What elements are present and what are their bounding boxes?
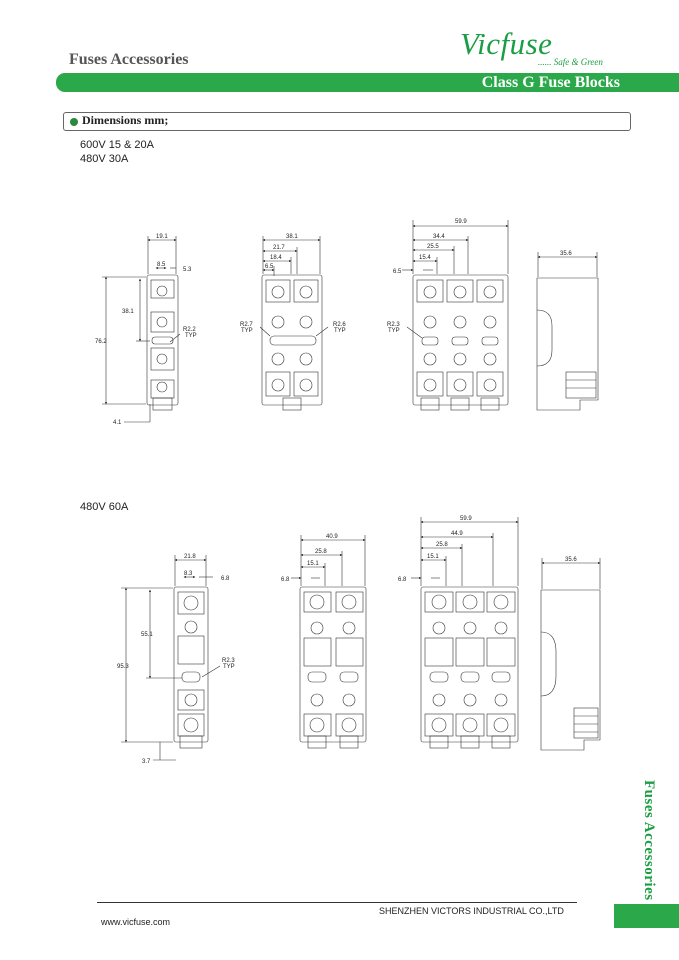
dim-label: 95.3 — [117, 664, 129, 670]
dim-label: TYP — [241, 328, 253, 334]
dim-label: 6.5 — [265, 264, 274, 270]
dim-label: 34.4 — [433, 234, 445, 240]
fuse-block-side-view-drawing — [537, 278, 598, 410]
dim-label: 6.8 — [221, 576, 230, 582]
fuse-block-triple-drawing — [421, 587, 518, 748]
dim-label: 15.4 — [419, 255, 431, 261]
dim-label: 25.8 — [436, 542, 448, 548]
footer-divider — [97, 902, 577, 903]
dim-label: TYP — [388, 328, 400, 334]
side-tab-label: Fuses Accessories — [641, 780, 657, 901]
dim-label: 38.1 — [286, 234, 298, 240]
dim-label: R2.3 — [222, 658, 235, 664]
dim-label: 40.9 — [326, 534, 338, 540]
spec-line: 600V 15 & 20A — [80, 139, 155, 151]
dim-label: 35.6 — [560, 251, 572, 257]
dim-label: 6.8 — [281, 577, 290, 583]
dim-label: 8.5 — [157, 262, 166, 268]
dim-label: TYP — [185, 333, 197, 339]
fuse-block-side-view-drawing — [541, 590, 600, 750]
dim-label: 35.6 — [565, 557, 577, 563]
dim-label: R2.7 — [240, 322, 253, 328]
dim-label: 6.8 — [398, 577, 407, 583]
dim-label: 4.1 — [113, 420, 122, 426]
dim-label: 44.9 — [451, 531, 463, 537]
dim-label: 21.7 — [273, 245, 285, 251]
dim-label: TYP — [223, 664, 235, 670]
dim-label: 15.1 — [307, 561, 319, 567]
dim-label: 38.1 — [122, 309, 134, 315]
dim-label: 8.3 — [184, 571, 193, 577]
website-link[interactable]: www.vicfuse.com — [101, 917, 171, 927]
spec-line: 480V 60A — [80, 501, 129, 513]
dim-label: R2.2 — [183, 327, 196, 333]
dim-label: 5.3 — [183, 267, 192, 273]
dim-label: 15.1 — [427, 554, 439, 560]
dim-label: 59.9 — [460, 516, 472, 522]
fuse-block-triple-drawing — [413, 275, 508, 410]
page-title: Class G Fuse Blocks — [481, 74, 620, 91]
dim-label: 18.4 — [270, 255, 282, 261]
company-name: SHENZHEN VICTORS INDUSTRIAL CO.,LTD — [379, 906, 564, 916]
fuse-block-single-drawing — [174, 587, 208, 748]
brand-logo: Vicfuse — [460, 26, 553, 61]
fuse-block-single-drawing — [147, 275, 178, 410]
dim-label: 76.2 — [95, 339, 107, 345]
fuse-block-double-drawing — [262, 275, 322, 410]
dim-label: R2.3 — [387, 322, 400, 328]
dimensions-label: Dimensions mm; — [82, 113, 169, 127]
dim-label: 55.1 — [141, 632, 153, 638]
spec-line: 480V 30A — [80, 153, 129, 165]
dim-label: 19.1 — [156, 234, 168, 240]
dim-label: 6.5 — [393, 269, 402, 275]
dim-label: 21.8 — [184, 554, 196, 560]
dim-label: 59.9 — [455, 219, 467, 225]
dim-label: 3.7 — [142, 759, 151, 765]
footer-green-block — [614, 904, 679, 928]
dim-label: R2.6 — [333, 322, 346, 328]
dim-label: 25.8 — [315, 549, 327, 555]
fuse-block-double-drawing — [300, 587, 366, 748]
brand-tagline: ...... Safe & Green — [538, 57, 603, 67]
dim-label: 25.5 — [427, 244, 439, 250]
section-title: Fuses Accessories — [69, 51, 189, 68]
dim-label: TYP — [334, 328, 346, 334]
